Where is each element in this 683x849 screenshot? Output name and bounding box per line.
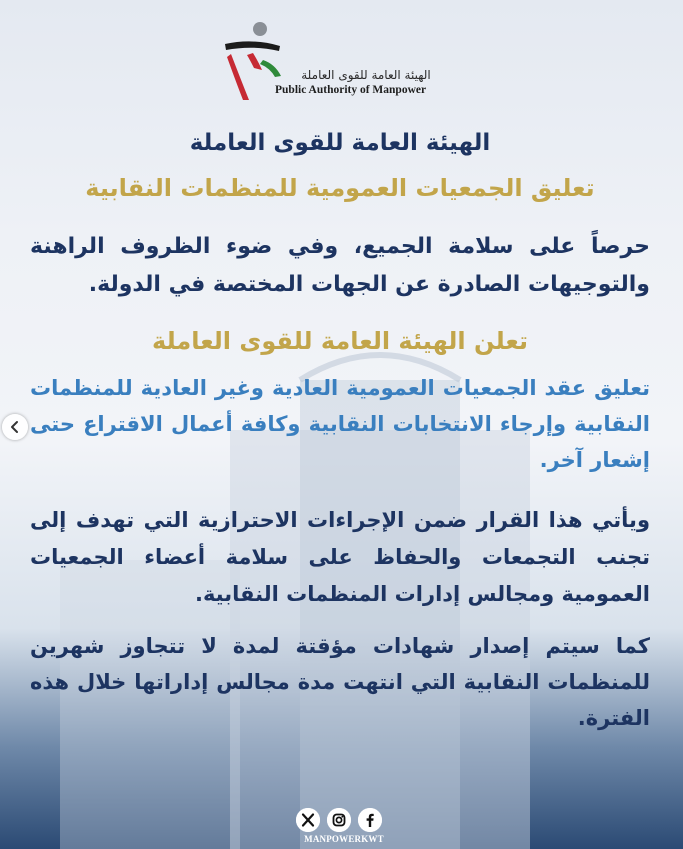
- page-title: الهيئة العامة للقوى العاملة: [189, 130, 491, 156]
- decision-paragraph: تعليق عقد الجمعيات العمومية العادية وغير العادية للمنظمات النقابية وإرجاء الانتخابات النقابية وكافة أعمال الاقتراع حتى إشعار آخر.: [30, 376, 650, 472]
- social-handle: MANPOWERKWT: [304, 834, 384, 844]
- instagram-icon[interactable]: [327, 808, 351, 832]
- facebook-icon[interactable]: [358, 808, 382, 832]
- intro-paragraph: حرصاً على سلامة الجميع، وفي ضوء الظروف الراهنة والتوجيهات الصادرة عن الجهات المختصة في الدولة.: [30, 234, 650, 297]
- rationale-paragraph: ويأتي هذا القرار ضمن الإجراءات الاحترازية التي تهدف إلى تجنب التجمعات والحفاظ على سلامة أعضاء الجمعيات العمومية ومجالس إدارات المنظمات النقابية.: [30, 508, 650, 606]
- authority-logo: [223, 20, 463, 106]
- x-icon[interactable]: [296, 808, 320, 832]
- chevron-left-icon: [2, 414, 28, 440]
- logo-arabic-name: الهيئة العامة للقوى العاملة: [301, 68, 431, 82]
- manpower-emblem-icon: [223, 20, 283, 106]
- logo-english-name: Public Authority of Manpower: [275, 84, 427, 96]
- page-subtitle: تعليق الجمعيات العمومية للمنظمات النقابية: [85, 174, 595, 202]
- carousel-previous-button[interactable]: [2, 414, 28, 440]
- social-footer: [294, 808, 394, 848]
- announcement-heading: تعلن الهيئة العامة للقوى العاملة: [152, 327, 528, 355]
- certificates-paragraph: كما سيتم إصدار شهادات مؤقتة لمدة لا تتجاوز شهرين للمنظمات النقابية التي انتهت مدة مجالس إداراتها خلال هذه الفترة.: [30, 634, 650, 730]
